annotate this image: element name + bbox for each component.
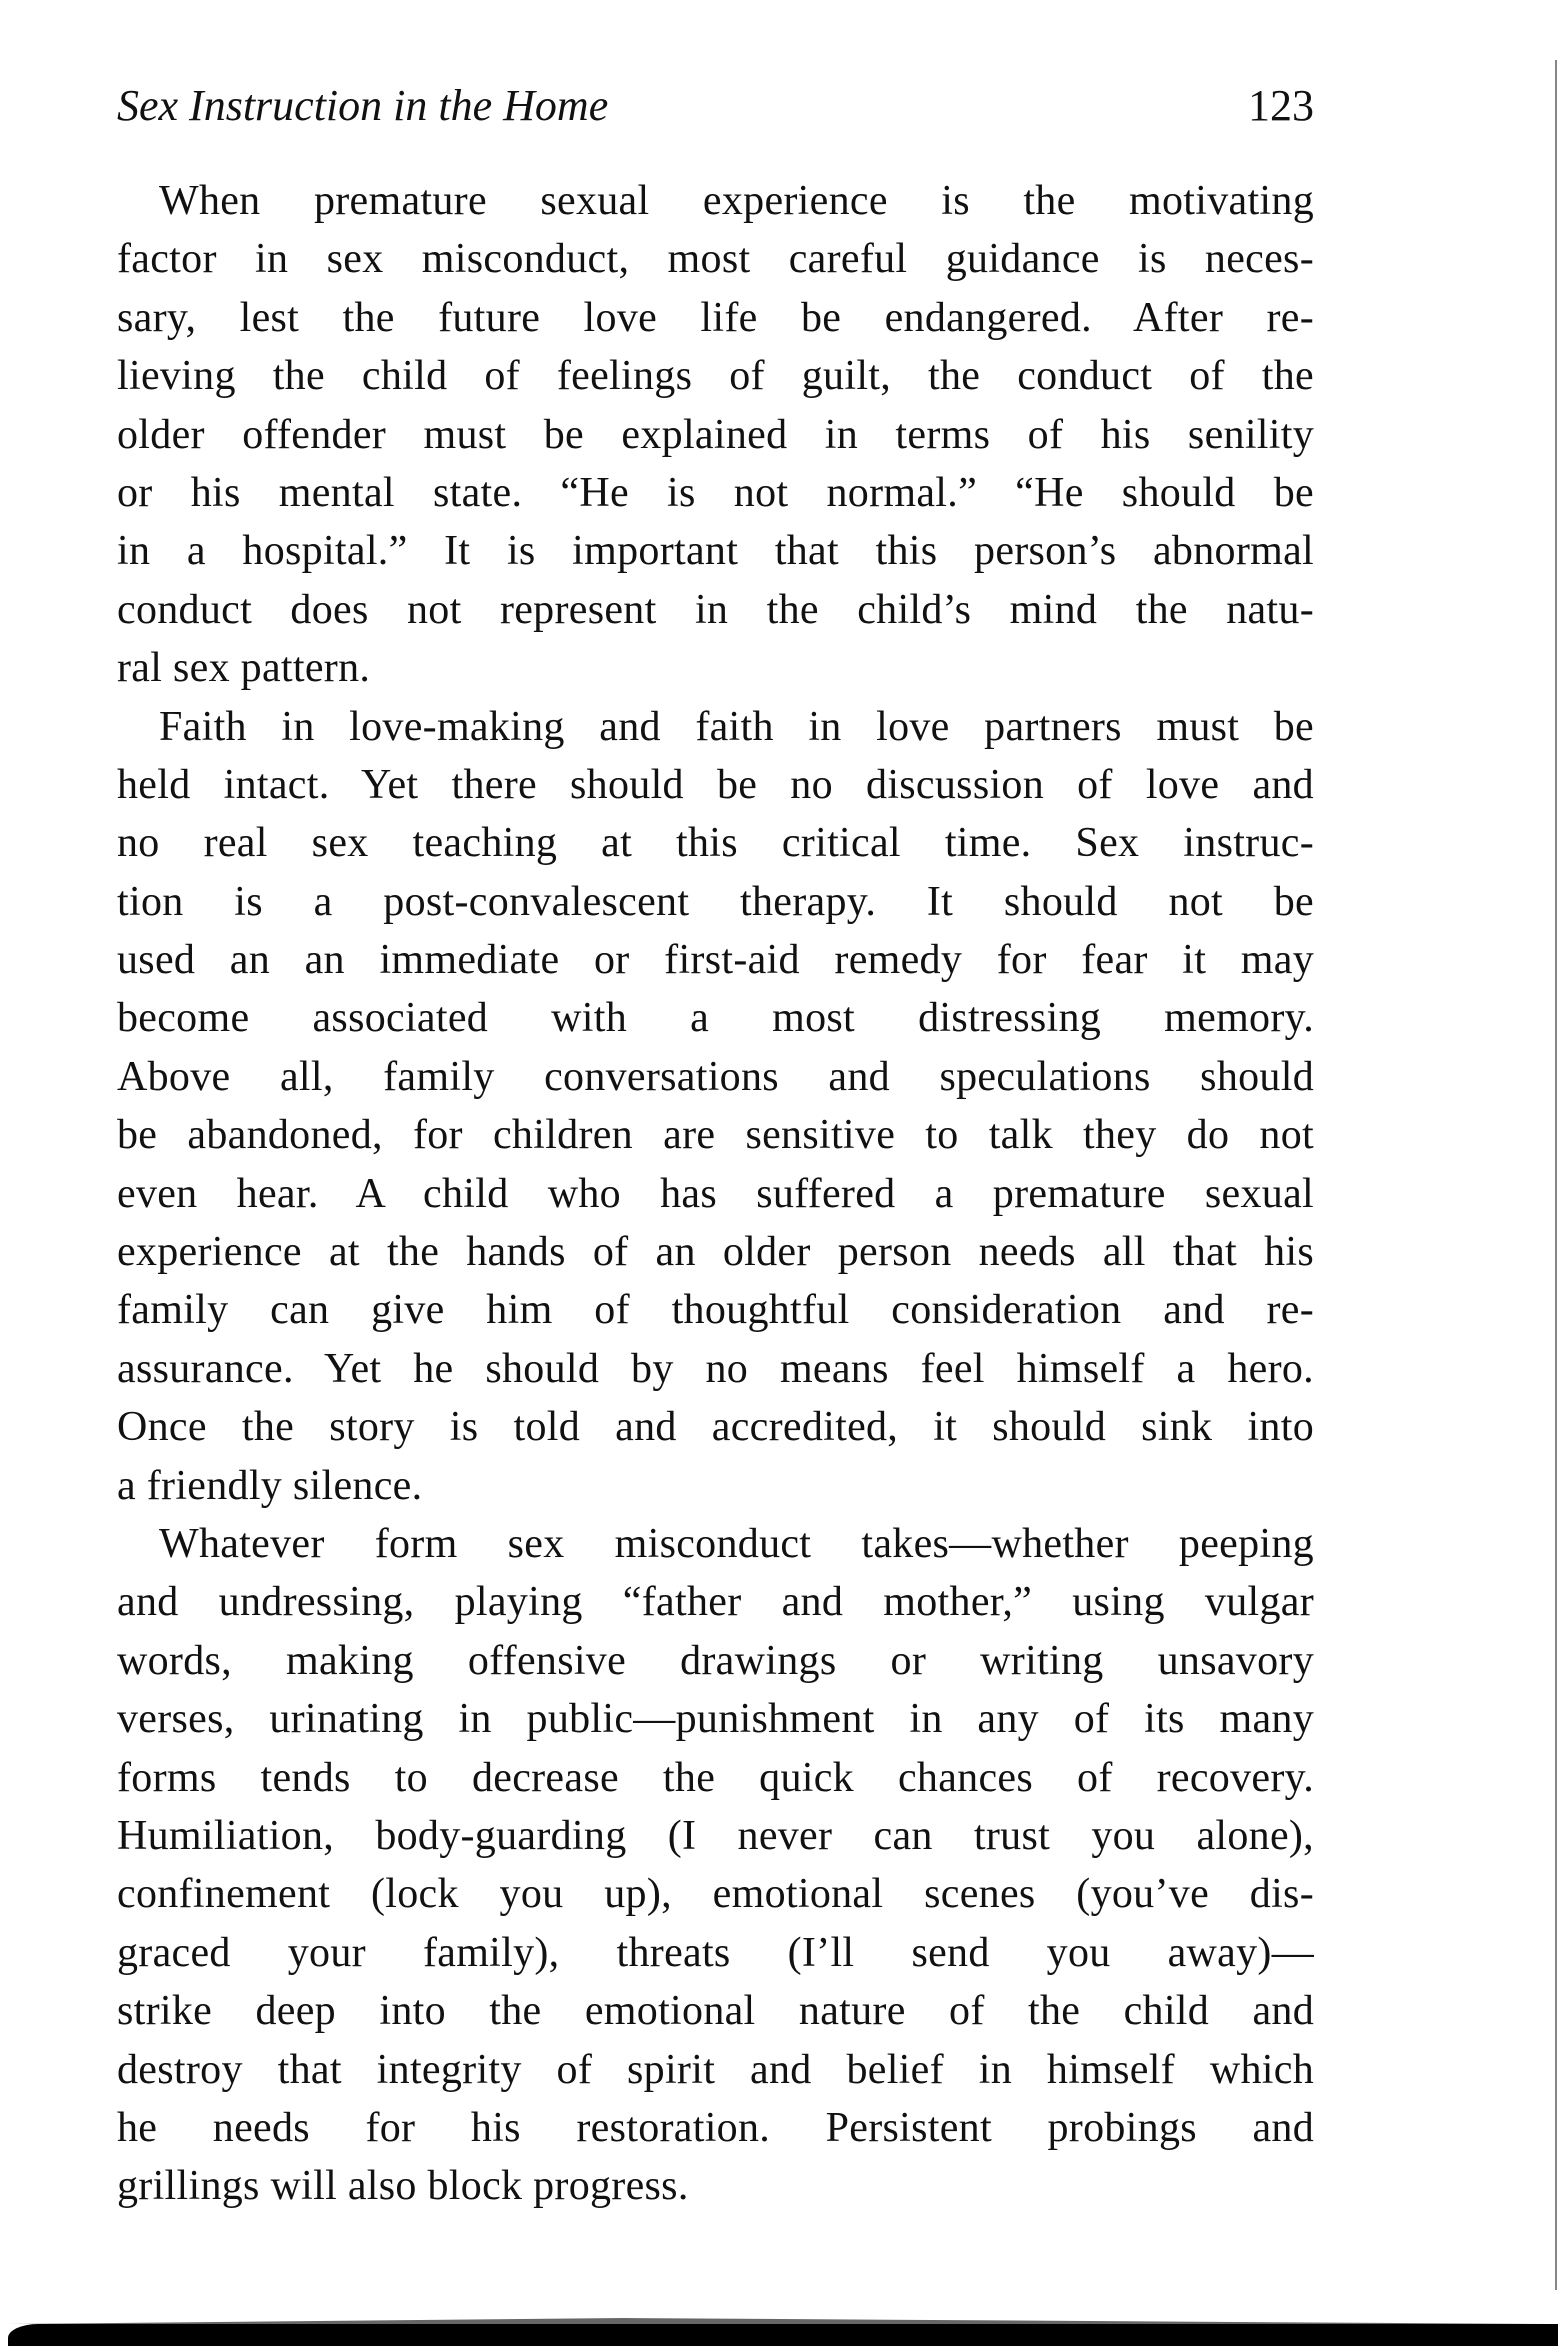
- text-line: Whatever form sex misconduct takes—whether peeping: [159, 1520, 1314, 1567]
- page-edge-right: [1555, 60, 1557, 2290]
- text-line: sary, lest the future love life be endangered. After re-: [117, 294, 1314, 341]
- text-line: experience at the hands of an older person needs all that his: [117, 1229, 1314, 1276]
- text-line: Faith in love-making and faith in love partners must be: [159, 703, 1314, 750]
- paragraph: [117, 172, 1314, 698]
- text-line: conduct does not represent in the child’s mind the natu-: [117, 586, 1314, 633]
- text-line: even hear. A child who has suffered a premature sexual: [117, 1170, 1314, 1217]
- text-line: forms tends to decrease the quick chances of recovery.: [117, 1754, 1314, 1801]
- text-line: Above all, family conversations and speculations should: [117, 1053, 1314, 1100]
- text-line: become associated with a most distressing memory.: [117, 995, 1314, 1042]
- running-header: [117, 80, 1314, 140]
- text-line: held intact. Yet there should be no discussion of love and: [117, 761, 1314, 808]
- page-edge-bottom: [8, 2324, 1558, 2346]
- text-line: grillings will also block progress.: [117, 2163, 689, 2210]
- text-line: words, making offensive drawings or writing unsavory: [117, 1637, 1314, 1684]
- text-line: or his mental state. “He is not normal.” “He should be: [117, 469, 1314, 516]
- text-line: older offender must be explained in terms of his senility: [117, 411, 1314, 458]
- text-line: graced your family), threats (I’ll send you away)—: [117, 1929, 1314, 1976]
- text-line: and undressing, playing “father and mother,” using vulgar: [117, 1579, 1314, 1626]
- text-line: he needs for his restoration. Persistent probings and: [117, 2104, 1314, 2151]
- text-line: verses, urinating in public—punishment in any of its many: [117, 1696, 1314, 1743]
- text-line: factor in sex misconduct, most careful guidance is neces-: [117, 236, 1314, 283]
- text-line: lieving the child of feelings of guilt, the conduct of the: [117, 353, 1314, 400]
- text-line: family can give him of thoughtful consideration and re-: [117, 1287, 1314, 1334]
- text-line: no real sex teaching at this critical time. Sex instruc-: [117, 820, 1314, 867]
- text-line: a friendly silence.: [117, 1462, 423, 1509]
- text-line: in a hospital.” It is important that this person’s abnormal: [117, 528, 1314, 575]
- text-line: tion is a post-convalescent therapy. It should not be: [117, 878, 1314, 925]
- text-line: confinement (lock you up), emotional scenes (you’ve dis-: [117, 1871, 1314, 1918]
- text-line: Humiliation, body-guarding (I never can trust you alone),: [117, 1812, 1314, 1859]
- paragraph: [117, 698, 1314, 1515]
- text-line: be abandoned, for children are sensitive to talk they do not: [117, 1112, 1314, 1159]
- running-title: Sex Instruction in the Home: [117, 81, 609, 130]
- body-text: [117, 172, 1314, 2216]
- page-number: 123: [1248, 81, 1314, 130]
- text-line: destroy that integrity of spirit and belief in himself which: [117, 2046, 1314, 2093]
- paragraph: [117, 1515, 1314, 2216]
- text-line: When premature sexual experience is the motivating: [159, 178, 1314, 224]
- text-line: ral sex pattern.: [117, 645, 371, 692]
- text-line: used an an immediate or first-aid remedy for fear it may: [117, 937, 1314, 984]
- text-line: Once the story is told and accredited, it should sink into: [117, 1404, 1314, 1451]
- text-line: assurance. Yet he should by no means feel himself a hero.: [117, 1345, 1314, 1392]
- text-line: strike deep into the emotional nature of the child and: [117, 1988, 1314, 2035]
